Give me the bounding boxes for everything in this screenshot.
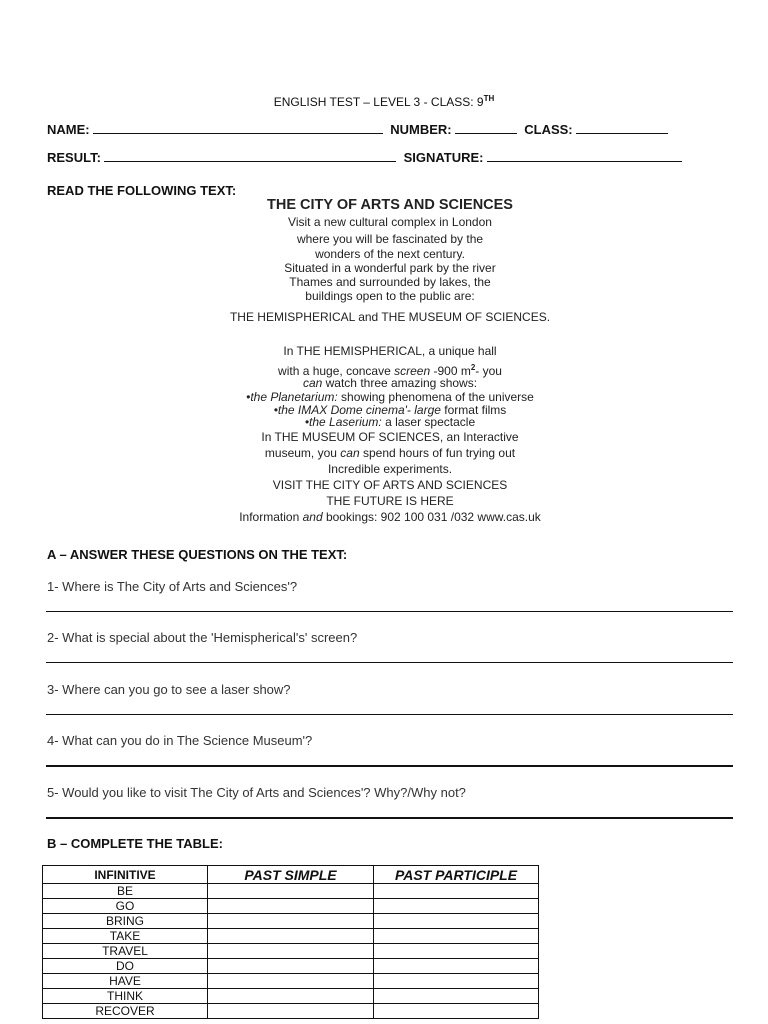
reading-text (180, 197, 600, 302)
hemi-italic: can (302, 376, 323, 390)
table-row (43, 989, 539, 1004)
answer-line-5[interactable] (46, 817, 733, 819)
verb-table-header (43, 866, 539, 884)
hemispherical-text (180, 343, 600, 525)
museum-line (180, 445, 600, 461)
student-info-row (47, 121, 672, 137)
intro-line: wonders of the next century. (315, 247, 465, 261)
hemi-text: watch three amazing shows: (322, 376, 478, 390)
question-1: 1- Where is The City of Arts and Sciences'? (47, 579, 298, 594)
slogan-line: VISIT THE CITY OF ARTS AND SCIENCES (272, 477, 508, 492)
table-row (43, 929, 539, 944)
signature-blank[interactable] (487, 149, 682, 162)
past-participle-cell[interactable] (374, 1004, 539, 1019)
past-participle-cell[interactable] (374, 959, 539, 974)
info-text: bookings: 902 100 031 /032 www.cas.uk (322, 509, 541, 524)
infinitive-cell: RECOVER (43, 1004, 208, 1019)
class-blank[interactable] (576, 121, 668, 134)
hemi-line (180, 360, 600, 376)
hemi-line (180, 376, 600, 391)
hemi-sup: 2 (470, 363, 476, 372)
info-italic: and (302, 509, 323, 524)
past-simple-cell[interactable] (208, 974, 374, 989)
past-simple-cell[interactable] (208, 884, 374, 899)
past-simple-cell[interactable] (208, 929, 374, 944)
info-line (180, 509, 600, 525)
test-title-text: ENGLISH TEST – LEVEL 3 - CLASS: 9 (273, 95, 484, 109)
show-name: •the IMAX Dome cinema'- large (273, 402, 441, 417)
question-2: 2- What is special about the 'Hemispherical's' screen? (47, 630, 358, 645)
past-simple-cell[interactable] (208, 1004, 374, 1019)
answer-line-1[interactable] (46, 611, 733, 612)
intro-line: Situated in a wonderful park by the river (284, 261, 496, 275)
past-simple-cell[interactable] (208, 989, 374, 1004)
number-blank[interactable] (455, 121, 517, 134)
show-desc: a laser spectacle (381, 415, 476, 429)
infinitive-cell: DO (43, 959, 208, 974)
table-row (43, 1004, 539, 1019)
class-label: CLASS: (524, 122, 573, 137)
test-title-superscript: TH (483, 94, 495, 103)
hemi-text: - you (475, 364, 502, 378)
past-simple-cell[interactable] (208, 959, 374, 974)
reading-title: THE CITY OF ARTS AND SCIENCES (267, 197, 513, 213)
past-simple-cell[interactable] (208, 944, 374, 959)
read-heading: READ THE FOLLOWING TEXT: (47, 183, 237, 198)
table-row (43, 899, 539, 914)
past-participle-cell[interactable] (374, 929, 539, 944)
table-row (43, 914, 539, 929)
show-desc: format films (440, 402, 507, 417)
show-desc: showing phenomena of the universe (337, 390, 534, 404)
past-participle-header: PAST PARTICIPLE (374, 866, 539, 884)
signature-label: SIGNATURE: (403, 150, 484, 165)
intro-line: where you will be fascinated by the (296, 232, 484, 246)
past-participle-cell[interactable] (374, 944, 539, 959)
intro-line: Thames and surrounded by lakes, the (289, 274, 491, 289)
name-blank[interactable] (93, 121, 383, 134)
museum-italic: can (340, 445, 360, 460)
infinitive-cell: BE (43, 884, 208, 899)
museum-text: museum, you (264, 445, 341, 460)
hemi-line: In THE HEMISPHERICAL, a unique hall (283, 344, 497, 358)
table-row (43, 974, 539, 989)
show-name: •the Planetarium: (246, 390, 338, 404)
past-simple-header: PAST SIMPLE (208, 866, 374, 884)
museum-line: Incredible experiments. (327, 461, 453, 476)
infinitive-header: INFINITIVE (43, 866, 208, 884)
show-item (180, 416, 600, 429)
past-participle-cell[interactable] (374, 989, 539, 1004)
museum-line: In THE MUSEUM OF SCIENCES, an Interactive (261, 429, 519, 444)
section-a-heading: A – ANSWER THESE QUESTIONS ON THE TEXT: (47, 547, 348, 562)
past-simple-cell[interactable] (208, 899, 374, 914)
number-label: NUMBER: (390, 122, 452, 137)
hemi-text: with a huge, concave (278, 364, 395, 378)
infinitive-cell: HAVE (43, 974, 208, 989)
past-participle-cell[interactable] (374, 974, 539, 989)
past-participle-cell[interactable] (374, 884, 539, 899)
question-5: 5- Would you like to visit The City of Arts and Sciences'? Why?/Why not? (47, 785, 466, 800)
slogan-line: THE FUTURE IS HERE (326, 493, 454, 508)
result-label: RESULT: (47, 150, 101, 165)
question-3: 3- Where can you go to see a laser show? (47, 682, 291, 697)
info-text: Information (239, 509, 303, 524)
past-simple-cell[interactable] (208, 914, 374, 929)
infinitive-cell: TRAVEL (43, 944, 208, 959)
section-b-heading: B – COMPLETE THE TABLE: (47, 836, 223, 851)
infinitive-cell: GO (43, 899, 208, 914)
show-name: •the Laserium: (304, 415, 382, 429)
question-4: 4- What can you do in The Science Museum'? (47, 733, 313, 748)
name-label: NAME: (47, 122, 90, 137)
past-participle-cell[interactable] (374, 914, 539, 929)
result-blank[interactable] (104, 149, 396, 162)
table-row (43, 944, 539, 959)
places-line: THE HEMISPHERICAL and THE MUSEUM OF SCIENCES. (229, 310, 551, 324)
past-participle-cell[interactable] (374, 899, 539, 914)
intro-line: Visit a new cultural complex in London (288, 215, 492, 229)
infinitive-cell: BRING (43, 914, 208, 929)
table-row (43, 959, 539, 974)
test-title (0, 94, 768, 109)
verb-table (42, 865, 539, 1019)
infinitive-cell: THINK (43, 989, 208, 1004)
intro-line: buildings open to the public are: (305, 288, 475, 303)
infinitive-cell: TAKE (43, 929, 208, 944)
hemi-italic: screen (394, 364, 431, 378)
answer-line-3[interactable] (46, 714, 733, 715)
table-row (43, 884, 539, 899)
answer-line-2[interactable] (46, 662, 733, 663)
museum-text: spend hours of fun trying out (359, 445, 516, 460)
answer-line-4[interactable] (46, 765, 733, 767)
hemi-text: -900 m (430, 364, 471, 378)
result-row (47, 149, 686, 165)
